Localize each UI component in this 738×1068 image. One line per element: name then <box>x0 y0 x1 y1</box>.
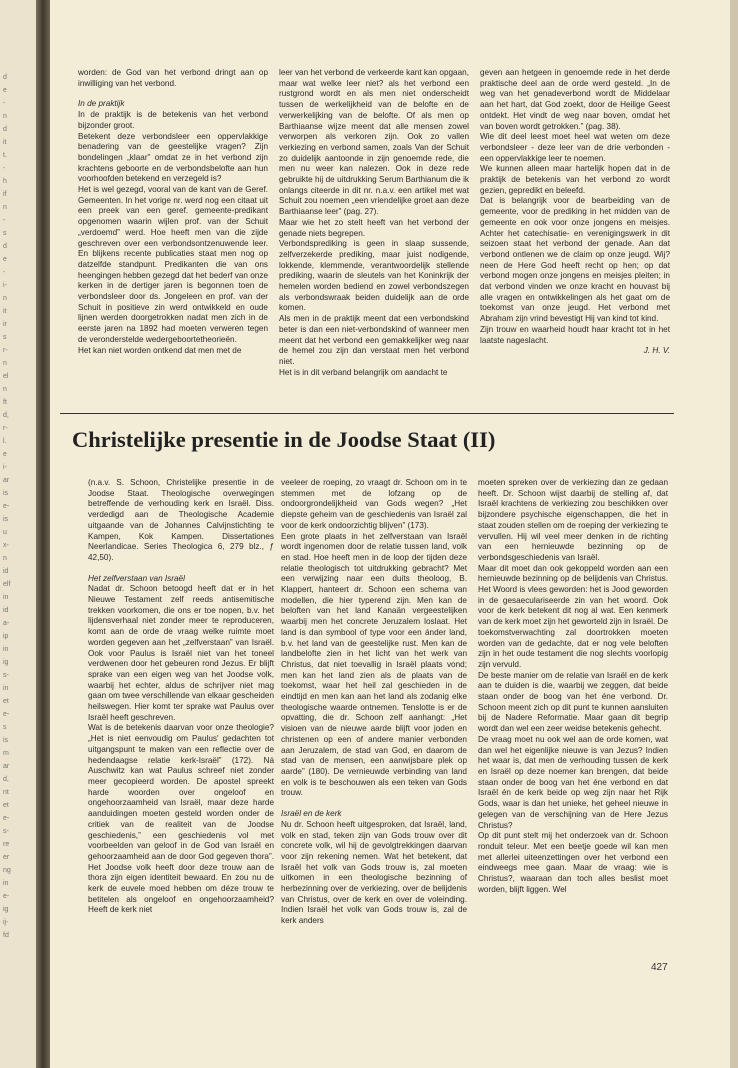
margin-text-fragment: it <box>3 139 7 146</box>
margin-text-fragment: r- <box>3 347 8 354</box>
article1-column-3 <box>480 68 670 357</box>
margin-text-fragment: fd <box>3 932 9 939</box>
margin-text-fragment: ar <box>3 477 10 484</box>
margin-text-fragment: ip <box>3 633 9 640</box>
subheading: Het zelfverstaan van Israël <box>88 573 185 583</box>
margin-text-fragment: s <box>3 724 7 731</box>
margin-text-fragment: ir <box>3 321 7 328</box>
margin-text-fragment: e- <box>3 711 10 718</box>
page-number: 427 <box>651 962 668 973</box>
paragraph: Het is in dit verband belangrijk om aandacht te <box>279 367 448 377</box>
paragraph: worden: de God van het verbond dringt aan op inwilliging van het verbond. <box>78 68 268 88</box>
margin-text-fragment: ar <box>3 763 10 770</box>
margin-text-fragment: s- <box>3 672 9 679</box>
margin-text-fragment: in <box>3 594 9 601</box>
margin-text-fragment: n <box>3 555 7 562</box>
margin-text-fragment: u <box>3 529 7 536</box>
margin-text-fragment: n <box>3 386 7 393</box>
margin-text-fragment: i- <box>3 282 7 289</box>
margin-text-fragment: n <box>3 360 7 367</box>
margin-text-fragment: is <box>3 516 9 523</box>
margin-text-fragment: s- <box>3 828 9 835</box>
margin-text-fragment: n <box>3 113 7 120</box>
article1-column-1 <box>78 68 268 356</box>
margin-text-fragment: er <box>3 854 10 861</box>
paragraph: De beste manier om de relatie van Israël en de kerk aan te duiden is die, waarbij we zeggen, dat beide staan onder de boog van het éne verbond. Dr. Schoon meent zich op dit punt te kunnen aansluiten bij de Nadere Reformatie. Maar gaan dit begrip wordt dan wel een zeer weidse betekenis gehecht. <box>478 670 668 734</box>
margin-text-fragment: d, <box>3 412 9 419</box>
margin-text-fragment: l. <box>3 438 7 445</box>
margin-text-fragment: e <box>3 87 7 94</box>
paragraph: Een grote plaats in het zelfverstaan van Israël wordt ingenomen door de relatie tussen land, volk en stad. Hoe heeft men in de loop der tijden deze relatie theologisch tot uitdrukking gebracht? Met een verwijzing naar een duits theoloog, B. Klappert, hanteert dr. Schoon een schema van modellen, die hier typerend zijn. Men kan de beloften van het land Kanaän vergeestelijken waarbij men het concrete Jeruzalem loslaat. Het land is dan symbool of type voor een ánder land, b.v. het land van de geestelijke rust. Men kan de landbelofte zien in het licht van het werk van Christus, dat niet toevallig in Israël plaats vond; men kan het land zien als de plaats van de toekomst, waar het heil zal geschieden in de eindtijd en men kan aan het land als zodanig elke theologische waarde ontnemen. Tenslotte is er de opvatting, die dr. Schoon zelf aanhangt: „Het visioen van de nieuwe aarde blijft voor joden en christenen op een of andere manier verbonden aan Jeruzalem, de stad van God, en daarom de stad van de mensen, een aanwijsbare plek op aarde” (180). De vernieuwde verbinding van land en volk is te beschouwen als een teken van Gods trouw. <box>281 531 467 798</box>
article-title: Christelijke presentie in de Joodse Staat (II) <box>72 427 496 452</box>
margin-text-fragment: - <box>3 269 6 276</box>
margin-text-fragment: d <box>3 243 7 250</box>
paragraph: Dat is belangrijk voor de bearbeiding van de gemeente, voor de prediking in het midden van de gemeente en ook voor onze jongens en meisjes. Achter het catechisatie- en verenigingswerk in dit seizoen staat het verbond der genade. Aan dat verbond ontlenen we de claim op onze jeugd. Wij? neen de Here God heeft recht op hen; op dat verbond mogen onze jongens en meisjes pleiten; in dat verbond vinden we onze kracht en houvast bij alle vragen en ontwikkelingen als het gaat om de toekomst van onze jeugd. Het verbond met Abraham zijn vrind bevestigt Hij van kind tot kind. <box>480 196 670 324</box>
margin-text-fragment: - <box>3 100 6 107</box>
paragraph: veeleer de roeping, zo vraagt dr. Schoon om in te stemmen met de lofzang op de ondoorgrondelijkheid van Gods wegen? „Het diepste geheim van de geschiedenis van Israël zal voor de kerk ondoorzichtig blijven” (173). <box>281 478 467 530</box>
paragraph: Maar dit moet dan ook gekoppeld worden aan een hernieuwde bezinning op de belijdenis van Christus. Het Woord is vlees geworden: het is Jood geworden in de gesaeculariseerde zin van het woord. Ook voor de kerk betekent dit nog al wat. Een kenmerk van de kerk moet zijn het geworteld zijn in Israël. De toekomstverwachting zal doortrokken moeten worden van de gedachte, dat er nog vele beloften zijn in het oude testament die nog slechts voorlopig zijn vervuld. <box>478 563 668 669</box>
margin-text-fragment: s <box>3 334 7 341</box>
margin-text-fragment: nt <box>3 789 9 796</box>
margin-text-fragment: re <box>3 841 10 848</box>
margin-text-fragment: s <box>3 230 7 237</box>
paragraph: moeten spreken over de verkiezing dan ze gedaan heeft. Dr. Schoon wijst daarbij de stelling af, dat Israël krachtens de verkiezing zou beschikken over bijzondere psychische eigenschappen, die het in staat zouden stellen om de roeping der verkiezing te vervullen. Hij wil veel meer denken in de richting van een hernieuwde bezinning op de verbondsgeschiedenis van Israël. <box>478 478 668 562</box>
article2-column-2 <box>281 478 467 927</box>
paragraph: Op dit punt stelt mij het onderzoek van dr. Schoon ronduit teleur. Met een beetje goede wil kan men met allerlei uiteenzettingen over het verbond een eindweegs mee gaan. Maar de vraag: wie is Christus?, waaraan dan toch alles beslist moet worden, blijft liggen. Wel <box>478 831 668 894</box>
paragraph: leer van het verbond de verkeerde kant kan opgaan, maar wat welke leer niet? als het verbond een rustgrond wordt en als men niet onderscheidt tussen de werkelijkheid van de belofte en de verwerkelijking van de belofte. Of als men op Barthiaanse wijze meent dat alle mensen zowel verworpen als verkoren zijn. Ook zo vallen verkiezing en verbond samen, zoals Van der Schuit zo duidelijk aantoonde in zijn genoemde rede, die men nu weer kan nalezen. Ook in deze rede gebruikte hij de uitdrukking Serum Barthianum die ik onlangs citeerde in dit nr. n.a.v. een artikel met wat Schuit zou noemen „een vriendelijke groet aan deze Barthiaanse leer” (pag. 27). <box>279 68 469 217</box>
margin-text-fragment: in <box>3 646 9 653</box>
margin-text-fragment: r- <box>3 425 8 432</box>
margin-text-fragment: is <box>3 737 9 744</box>
margin-text-fragment: elf <box>3 581 11 588</box>
margin-text-fragment: i- <box>3 464 7 471</box>
subheading: In de praktijk <box>78 99 125 109</box>
page-edge <box>730 0 738 1068</box>
margin-text-fragment: h <box>3 178 7 185</box>
paragraph: Nadat dr. Schoon betoogd heeft dat er in het Nieuwe Testament zelf reeds antisemitische trekken voorkomen, die ons er toe nopen, b.v. het lijdensverhaal niet zonder meer te reproduceren, komt aan de orde de vraag welke ruimte moet worden gegeven aan het „zelfverstaan” van Israël. Ook voor Paulus is Israël niet van het toneel verdwenen door het gebeuren rond Jezus. Er blijft sprake van een eigen weg van het Joodse volk, waarbij het echter, aldus de schrijver niet mag gaan om twee verschillende van elkaar gescheiden heilswegen. Hier komt ter sprake wat Paulus over Israël heeft geschreven. <box>88 584 274 722</box>
margin-text-fragment: ft <box>3 399 7 406</box>
author-signature: J. H. V. <box>643 346 670 356</box>
paragraph: geven aan hetgeen in genoemde rede in het derde praktische deel aan de orde werd gesteld. „In de weg van het genadeverbond wordt de Middelaar aan het hart, dat God zoekt, door de Heilige Geest ontdekt. Het vindt de weg naar boven, omdat het van boven wordt getrokken.” (pag. 38). <box>480 68 670 131</box>
margin-text-fragment: in <box>3 685 9 692</box>
article2-column-3 <box>478 478 668 895</box>
article1-column-2 <box>279 68 469 378</box>
margin-text-fragment: - <box>3 165 6 172</box>
margin-text-fragment: d, <box>3 776 9 783</box>
article2-column-1 <box>88 478 274 916</box>
paragraph: Nu dr. Schoon heeft uitgesproken, dat Israël, land, volk en stad, teken zijn van Gods trouw over dit concrete volk, wil hij de gevolgtrekkingen daarvan voor zijn rekening nemen. Wat het betekent, dat Israël het volk van Gods trouw is, zal moeten uitkomen in een theologische bezinning of herbezinning over de verkiezing, over de belijdenis van Christus, over de kerk en over de voleinding. Indien Israël het volk van Gods trouw is, zal de kerk anders <box>281 819 467 926</box>
previous-page-strip <box>0 0 36 1068</box>
paragraph: Wat is de betekenis daarvan voor onze theologie? „Het is niet eenvoudig om Paulus' gedachten tot uitgangspunt te maken van een reflectie over de hedendaagse relatie kerk-Israël” (172). Ná Auschwitz kan wat Paulus schreef niet zonder meer gecopieerd worden. De apostel spreekt harde woorden over ongeloof en ongehoorzaamheid van Israël, maar deze harde aanduidingen moeten gesteld worden onder de critiek van de realiteit van de Joodse geschiedenis,” een geschiedenis vol met voorbeelden van geloof in de God van Israël en gehoorzaamheid aan de door God gegeven thora”. Het Joodse volk heeft door deze trouw aan de thora zijn eigen identiteit bewaard. En zou nu de kerk de euvele moed hebben om déze trouw te betitelen als ongeloof en ongehoorzaamheid? Heeft de kerk niet <box>88 723 274 915</box>
paragraph: Als men in de praktijk meent dat een verbondskind beter is dan een niet-verbondskind of wanneer men meent dat het verbond een gemakkelijker weg naar de hemel zou zijn dan verstaat men het verbond niet. <box>279 314 469 366</box>
margin-text-fragment: m <box>3 750 9 757</box>
subheading: Israël en de kerk <box>281 809 342 819</box>
paragraph: Zijn trouw en waarheid houdt haar kracht tot in het laatste nageslacht. <box>480 324 670 345</box>
paragraph: Wie dit deel leest moet heel wat weten om deze verbondsleer - deze leer van de drie verbonden - een oppervlakkige leer te noemen. <box>480 132 670 163</box>
paragraph: Verbondsprediking is geen in slaap sussende, zelfverzekerde prediking, maar juist nodigende, lokkende, klemmende, verantwoordelijk stellende prediking, waarin de sleutels van het Koninkrijk der hemelen worden bediend en zowel verbondszegen als verbondswraak beiden duidelijk aan de orde komen. <box>279 239 469 313</box>
paragraph: Het is wel gezegd, vooral van de kant van de Geref. Gemeenten. In het vorige nr. werd nog een citaat uit een preek van een geref. gemeente-predikant opgenomen waarin wijlen prof. van der Schuit „verdoemd” werd. Hoe heeft men van die zijde geschreven over een verbondsontzenuwende leer. En blijkens recente publicaties staat men nog op datzelfde standpunt. Predikanten die van ons heengingen hebben gezegd dat het bederf van onze kerken in de dertiger jaren is begonnen toen de verbondsleer door ds. Jongeleen en prof. van der Schuit in positieve zin werd ontwikkeld en oude lijnen werden doorgetrokken nadat men zich in de eerste jaren na 1892 had moeten verweren tegen de veronderstelde wedergeboortetheorieën. <box>78 185 268 344</box>
margin-text-fragment: e <box>3 256 7 263</box>
book-gutter <box>36 0 50 1068</box>
paragraph-gap <box>88 564 274 574</box>
margin-text-fragment: et <box>3 698 9 705</box>
margin-text-fragment: e- <box>3 815 10 822</box>
paragraph: (n.a.v. S. Schoon, Christelijke presentie in de Joodse Staat. Theologische overwegingen betreffende de verhouding kerk en Israël. Diss. verdedigd aan de Theologische Academie uitgaande van de Johannes Calvijnstichting te Kampen, Kok Kampen. Dissertationes Neerlandicae. Series Theologica 6, 279 blz., ƒ 42,50). <box>88 478 274 562</box>
margin-text-fragment: ig <box>3 659 9 666</box>
margin-text-fragment: n <box>3 295 7 302</box>
paragraph: Maar wie het zo stelt heeft van het verbond der genade niets begrepen. <box>279 217 469 238</box>
margin-text-fragment: id <box>3 568 9 575</box>
paragraph: Betekent deze verbondsleer een oppervlakkige benadering van de geestelijke vragen? Zijn bondelingen „klaar” omdat ze in het verbond zijn krachtens geboorte en de verbondsbelofte aan hun voorhoofden betekend en verzegeld is? <box>78 131 268 184</box>
paragraph: We kunnen alleen maar hartelijk hopen dat in de praktijk de betekenis van het verbond zo wordt gezien, gepredikt en beleefd. <box>480 164 670 195</box>
margin-text-fragment: et <box>3 802 9 809</box>
margin-text-fragment: e- <box>3 503 10 510</box>
margin-text-fragment: it <box>3 308 7 315</box>
paragraph: In de praktijk is de betekenis van het verbond bijzonder groot. <box>78 110 268 130</box>
margin-text-fragment: x- <box>3 542 9 549</box>
margin-text-fragment: el <box>3 373 9 380</box>
margin-text-fragment: - <box>3 217 6 224</box>
paragraph-gap <box>78 89 268 99</box>
paragraph: Het kan niet worden ontkend dat men met de <box>78 345 242 355</box>
paragraph: De vraag moet nu ook wel aan de orde komen, wat dan wel het eigenlijke nieuwe is van Jezus? Indien het waar is, dat men de verhouding tussen de kerk en Israël op deze noemer kan brengen, dat beide staan onder de boog van het éne verbond en dat Israël én de kerk beide op weg zijn naar het Rijk Gods, waar is dan het unieke, het geheel nieuwe in gelegen van de verschijning van de Here Jezus Christus? <box>478 734 668 830</box>
margin-text-fragment: e- <box>3 893 10 900</box>
margin-text-fragment: e <box>3 451 7 458</box>
margin-text-fragment: is <box>3 490 9 497</box>
margin-text-fragment: t. <box>3 152 7 159</box>
margin-text-fragment: if <box>3 191 7 198</box>
margin-text-fragment: d <box>3 126 7 133</box>
margin-text-fragment: ij- <box>3 919 9 926</box>
margin-text-fragment: n <box>3 204 7 211</box>
paragraph-gap <box>281 799 467 809</box>
margin-text-fragment: ig <box>3 906 9 913</box>
margin-text-fragment: d <box>3 74 7 81</box>
margin-text-fragment: id <box>3 607 9 614</box>
margin-text-fragment: in <box>3 880 9 887</box>
margin-text-fragment: ng <box>3 867 11 874</box>
section-divider <box>60 413 674 414</box>
margin-text-fragment: a- <box>3 620 10 627</box>
